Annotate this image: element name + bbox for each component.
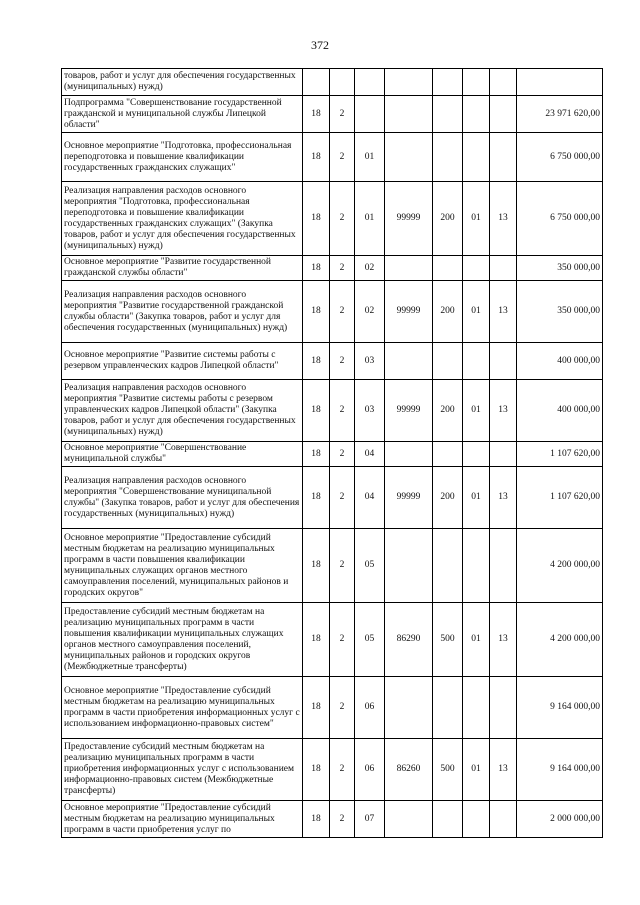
- code-cell: [385, 529, 433, 603]
- code-cell: 18: [303, 442, 330, 467]
- code-cell: [463, 69, 490, 96]
- code-cell: 13: [490, 182, 517, 256]
- code-cell: [490, 529, 517, 603]
- table-row: [62, 529, 603, 603]
- amount-cell: 23 971 620,00: [517, 96, 603, 133]
- code-cell: [433, 442, 463, 467]
- code-cell: [490, 677, 517, 739]
- amount-cell: 1 107 620,00: [517, 442, 603, 467]
- code-cell: 2: [330, 343, 355, 380]
- code-cell: [385, 677, 433, 739]
- code-cell: [490, 343, 517, 380]
- code-cell: 18: [303, 182, 330, 256]
- code-cell: [463, 677, 490, 739]
- code-cell: 2: [330, 801, 355, 838]
- code-cell: [385, 801, 433, 838]
- code-cell: 2: [330, 96, 355, 133]
- code-cell: 200: [433, 380, 463, 442]
- table-row: [62, 801, 603, 838]
- code-cell: 2: [330, 677, 355, 739]
- amount-cell: [517, 69, 603, 96]
- row-name: Основное мероприятие "Совершенствование муниципальной службы": [62, 442, 303, 467]
- code-cell: [433, 677, 463, 739]
- code-cell: 13: [490, 739, 517, 801]
- row-name: Реализация направления расходов основного мероприятия "Развитие государственной гражданской службы области" (Закупка товаров, работ и услуг для обеспечения государственных (муниципальных) нужд): [62, 281, 303, 343]
- row-name: Основное мероприятие "Подготовка, профессиональная переподготовка и повышение квалификации государственных гражданских служащих": [62, 133, 303, 182]
- code-cell: [490, 256, 517, 281]
- code-cell: [463, 256, 490, 281]
- row-name: Предоставление субсидий местным бюджетам на реализацию муниципальных программ в части приобретения информационных услуг с использованием информационно-правовых систем (Межбюджетные трансферты): [62, 739, 303, 801]
- table-row: [62, 69, 603, 96]
- amount-cell: 4 200 000,00: [517, 529, 603, 603]
- code-cell: [463, 442, 490, 467]
- code-cell: 18: [303, 256, 330, 281]
- code-cell: 2: [330, 182, 355, 256]
- code-cell: [355, 96, 385, 133]
- code-cell: 02: [355, 256, 385, 281]
- code-cell: [330, 69, 355, 96]
- amount-cell: 350 000,00: [517, 256, 603, 281]
- row-name: Основное мероприятие "Предоставление субсидий местным бюджетам на реализацию муниципальных программ в части приобретения информационных услуг с использованием информационно-правовых систем": [62, 677, 303, 739]
- code-cell: [355, 69, 385, 96]
- code-cell: 18: [303, 603, 330, 677]
- code-cell: 99999: [385, 281, 433, 343]
- budget-table: [61, 68, 603, 838]
- code-cell: 06: [355, 677, 385, 739]
- amount-cell: 2 000 000,00: [517, 801, 603, 838]
- table-row: [62, 603, 603, 677]
- table-row: [62, 182, 603, 256]
- table-row: [62, 739, 603, 801]
- code-cell: 13: [490, 603, 517, 677]
- code-cell: [385, 69, 433, 96]
- code-cell: 03: [355, 380, 385, 442]
- code-cell: 2: [330, 281, 355, 343]
- code-cell: [385, 96, 433, 133]
- code-cell: 18: [303, 343, 330, 380]
- row-name: Основное мероприятие "Развитие системы работы с резервом управленческих кадров Липецкой области": [62, 343, 303, 380]
- code-cell: [490, 96, 517, 133]
- code-cell: [385, 343, 433, 380]
- code-cell: [490, 442, 517, 467]
- amount-cell: 6 750 000,00: [517, 182, 603, 256]
- code-cell: 18: [303, 801, 330, 838]
- amount-cell: 1 107 620,00: [517, 467, 603, 529]
- row-name: Основное мероприятие "Развитие государственной гражданской службы области": [62, 256, 303, 281]
- code-cell: 18: [303, 281, 330, 343]
- code-cell: 18: [303, 677, 330, 739]
- code-cell: 99999: [385, 380, 433, 442]
- code-cell: [385, 256, 433, 281]
- row-name: Реализация направления расходов основного мероприятия "Подготовка, профессиональная переподготовка и повышение квалификации государственных гражданских служащих" (Закупка товаров, работ и услуг для обеспечения государственных (муниципальных) нужд): [62, 182, 303, 256]
- code-cell: 01: [355, 133, 385, 182]
- code-cell: 86260: [385, 739, 433, 801]
- code-cell: [303, 69, 330, 96]
- code-cell: 01: [463, 380, 490, 442]
- code-cell: [463, 96, 490, 133]
- table-row: [62, 256, 603, 281]
- row-name: Реализация направления расходов основного мероприятия "Развитие системы работы с резервом управленческих кадров Липецкой области" (Закупка товаров, работ и услуг для обеспечения государственных (муниципальных) нужд): [62, 380, 303, 442]
- code-cell: 2: [330, 467, 355, 529]
- table-row: [62, 96, 603, 133]
- code-cell: [433, 529, 463, 603]
- code-cell: 18: [303, 467, 330, 529]
- amount-cell: 400 000,00: [517, 343, 603, 380]
- code-cell: 500: [433, 739, 463, 801]
- row-name: Подпрограмма "Совершенствование государственной гражданской и муниципальной службы Липецкой области": [62, 96, 303, 133]
- code-cell: [433, 96, 463, 133]
- code-cell: 01: [463, 739, 490, 801]
- row-name: Предоставление субсидий местным бюджетам на реализацию муниципальных программ в части повышения квалификации муниципальных служащих органов местного самоуправления поселений, муниципальных районов и городских округов (Межбюджетные трансферты): [62, 603, 303, 677]
- table-row: [62, 281, 603, 343]
- code-cell: 04: [355, 442, 385, 467]
- code-cell: [385, 442, 433, 467]
- code-cell: 99999: [385, 182, 433, 256]
- code-cell: 200: [433, 281, 463, 343]
- code-cell: 05: [355, 529, 385, 603]
- code-cell: 05: [355, 603, 385, 677]
- code-cell: 13: [490, 281, 517, 343]
- code-cell: 200: [433, 467, 463, 529]
- code-cell: 01: [463, 182, 490, 256]
- row-name: Основное мероприятие "Предоставление субсидий местным бюджетам на реализацию муниципальных программ в части повышения квалификации муниципальных служащих органов местного самоуправления поселений, муниципальных районов и городских округов": [62, 529, 303, 603]
- code-cell: 2: [330, 442, 355, 467]
- code-cell: [433, 343, 463, 380]
- row-name: товаров, работ и услуг для обеспечения государственных (муниципальных) нужд): [62, 69, 303, 96]
- code-cell: 2: [330, 529, 355, 603]
- code-cell: 18: [303, 739, 330, 801]
- code-cell: 18: [303, 380, 330, 442]
- code-cell: 13: [490, 467, 517, 529]
- code-cell: 02: [355, 281, 385, 343]
- amount-cell: 4 200 000,00: [517, 603, 603, 677]
- code-cell: [433, 69, 463, 96]
- table-row: [62, 380, 603, 442]
- code-cell: 2: [330, 739, 355, 801]
- code-cell: 18: [303, 529, 330, 603]
- code-cell: 2: [330, 603, 355, 677]
- code-cell: 01: [355, 182, 385, 256]
- code-cell: [463, 801, 490, 838]
- code-cell: [490, 801, 517, 838]
- code-cell: 500: [433, 603, 463, 677]
- table-row: [62, 467, 603, 529]
- amount-cell: 9 164 000,00: [517, 739, 603, 801]
- code-cell: 86290: [385, 603, 433, 677]
- code-cell: 04: [355, 467, 385, 529]
- table-row: [62, 133, 603, 182]
- table-row: [62, 343, 603, 380]
- amount-cell: 9 164 000,00: [517, 677, 603, 739]
- code-cell: 2: [330, 256, 355, 281]
- code-cell: [463, 343, 490, 380]
- code-cell: [433, 801, 463, 838]
- code-cell: [463, 133, 490, 182]
- table-row: [62, 442, 603, 467]
- code-cell: 2: [330, 380, 355, 442]
- amount-cell: 6 750 000,00: [517, 133, 603, 182]
- row-name: Основное мероприятие "Предоставление субсидий местным бюджетам на реализацию муниципальных программ в части приобретения услуг по: [62, 801, 303, 838]
- amount-cell: 350 000,00: [517, 281, 603, 343]
- code-cell: 01: [463, 281, 490, 343]
- code-cell: 03: [355, 343, 385, 380]
- code-cell: 200: [433, 182, 463, 256]
- code-cell: [490, 133, 517, 182]
- code-cell: 06: [355, 739, 385, 801]
- code-cell: [433, 256, 463, 281]
- code-cell: [433, 133, 463, 182]
- code-cell: 01: [463, 603, 490, 677]
- row-name: Реализация направления расходов основного мероприятия "Совершенствование муниципальной службы" (Закупка товаров, работ и услуг для обеспечения государственных (муниципальных) нужд): [62, 467, 303, 529]
- code-cell: [385, 133, 433, 182]
- code-cell: 18: [303, 96, 330, 133]
- code-cell: 99999: [385, 467, 433, 529]
- code-cell: 07: [355, 801, 385, 838]
- code-cell: [490, 69, 517, 96]
- table-row: [62, 677, 603, 739]
- amount-cell: 400 000,00: [517, 380, 603, 442]
- page-number: 372: [311, 38, 329, 52]
- code-cell: 13: [490, 380, 517, 442]
- code-cell: [463, 529, 490, 603]
- code-cell: 18: [303, 133, 330, 182]
- code-cell: 01: [463, 467, 490, 529]
- code-cell: 2: [330, 133, 355, 182]
